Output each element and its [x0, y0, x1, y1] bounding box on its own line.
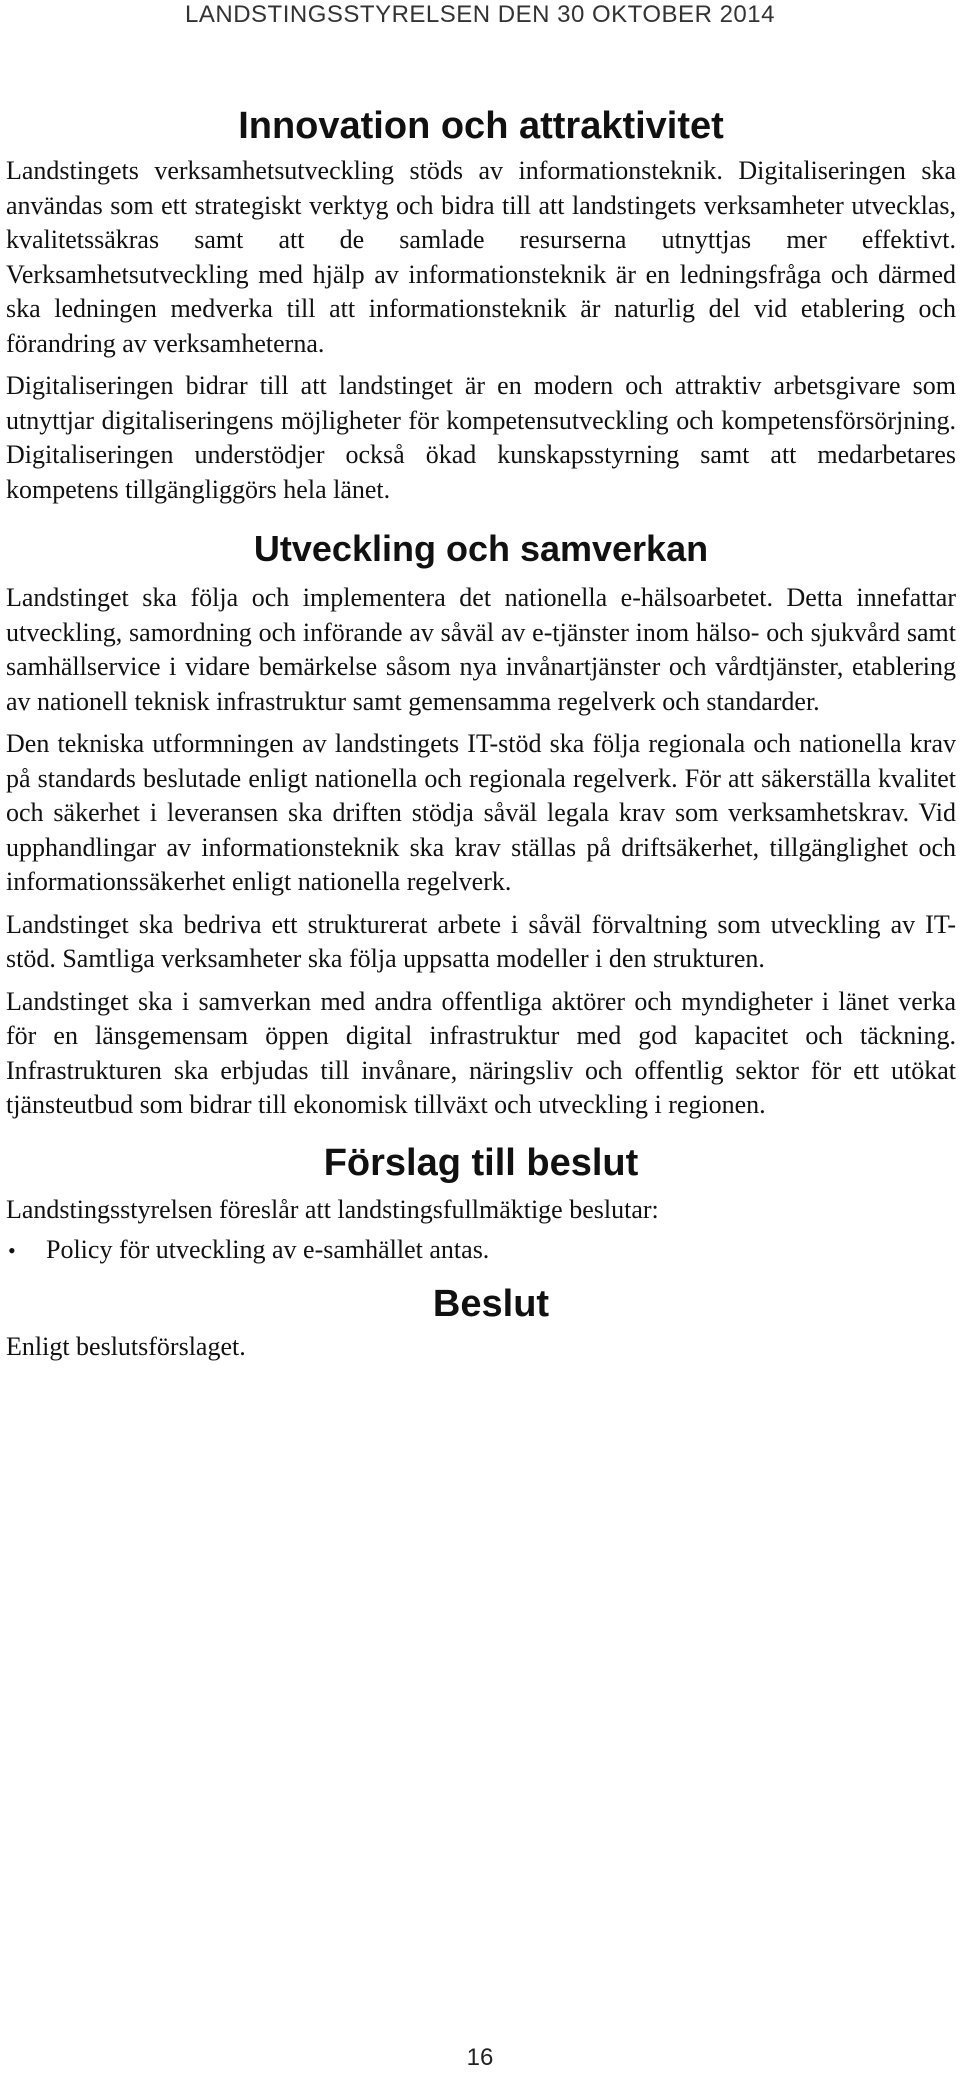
heading-beslut: Beslut	[432, 1283, 550, 1325]
paragraph-utveckling-2: Den tekniska utformningen av landstingets IT-stöd ska följa regionala och nationella krav på standards beslutade enligt nationella och regionala regelverk. För att säkerställa kvalitet och säkerhet i leveransen ska driften stödja såväl legala krav som verksamhetskrav. Vid upphandlingar av informationsteknik ska krav ställas på driftsäkerhet, tillgänglighet och informationssäkerhet enligt nationella regelverk.	[6, 729, 956, 896]
bullet-item	[6, 1233, 956, 1268]
paragraph-utveckling-3: Landstinget ska bedriva ett strukturerat arbete i såväl förvaltning som utveckling av IT-stöd. Samtliga verksamheter ska följa uppsatta modeller i den strukturen.	[6, 909, 956, 973]
forslag-bullet-list	[6, 1233, 956, 1268]
paragraph-utveckling-4: Landstinget ska i samverkan med andra offentliga aktörer och myndigheter i länet verka för en länsgemensam öppen digital infrastruktur med god kapacitet och täckning. Infrastrukturen ska erbjudas till invånare, näringsliv och offentlig sektor för ett utökat tjänsteutbud som bidrar till ekonomisk tillväxt och utveckling i regionen.	[6, 986, 956, 1119]
bullet-text: Policy för utveckling av e-samhället antas.	[46, 1235, 490, 1264]
paragraph-innovation-2: Digitaliseringen bidrar till att landstinget är en modern och attraktiv arbetsgivare som utnyttjar digitaliseringens möjligheter för kompetensutveckling och kompetensförsörjning. Digitaliseringen understödjer också ökad kunskapsstyrning samt att medarbetares kompetens tillgängliggörs hela länet.	[6, 371, 956, 504]
heading-innovation: Innovation och attraktivitet	[238, 105, 724, 147]
document-body	[6, 100, 956, 1373]
paragraph-innovation-1: Landstingets verksamhetsutveckling stöds av informationsteknik. Digitaliseringen ska användas som ett strategiskt verktyg och bidra till att landstingets verksamheter utvecklas, kvalitetssäkras samt att de samlade resurserna utnyttjas mer effektivt. Verksamhetsutveckling med hjälp av informationsteknik är en ledningsfråga och därmed ska ledningen medverka till att informationsteknik är naturlig del vid etablering och förandring av verksamheterna.	[6, 156, 956, 358]
bullet-icon: •	[8, 1238, 16, 1263]
forslag-intro: Landstingsstyrelsen föreslår att landstingsfullmäktige beslutar:	[6, 1194, 659, 1224]
page-number: 16	[466, 2044, 494, 2071]
heading-utveckling: Utveckling och samverkan	[253, 528, 709, 569]
heading-forslag: Förslag till beslut	[323, 1141, 639, 1184]
paragraph-utveckling-1: Landstinget ska följa och implementera det nationella e-hälsoarbetet. Detta innefattar utveckling, samordning och införande av såväl av e-tjänster inom hälso- och sjukvård samt samhällservice i vidare bemärkelse såsom nya invånartjänster och vårdtjänster, etablering av nationell teknisk infrastruktur samt gemensamma regelverk och standarder.	[6, 583, 956, 716]
beslut-text: Enligt beslutsförslaget.	[6, 1332, 246, 1361]
running-header: LANDSTINGSSTYRELSEN DEN 30 OKTOBER 2014	[185, 1, 775, 28]
